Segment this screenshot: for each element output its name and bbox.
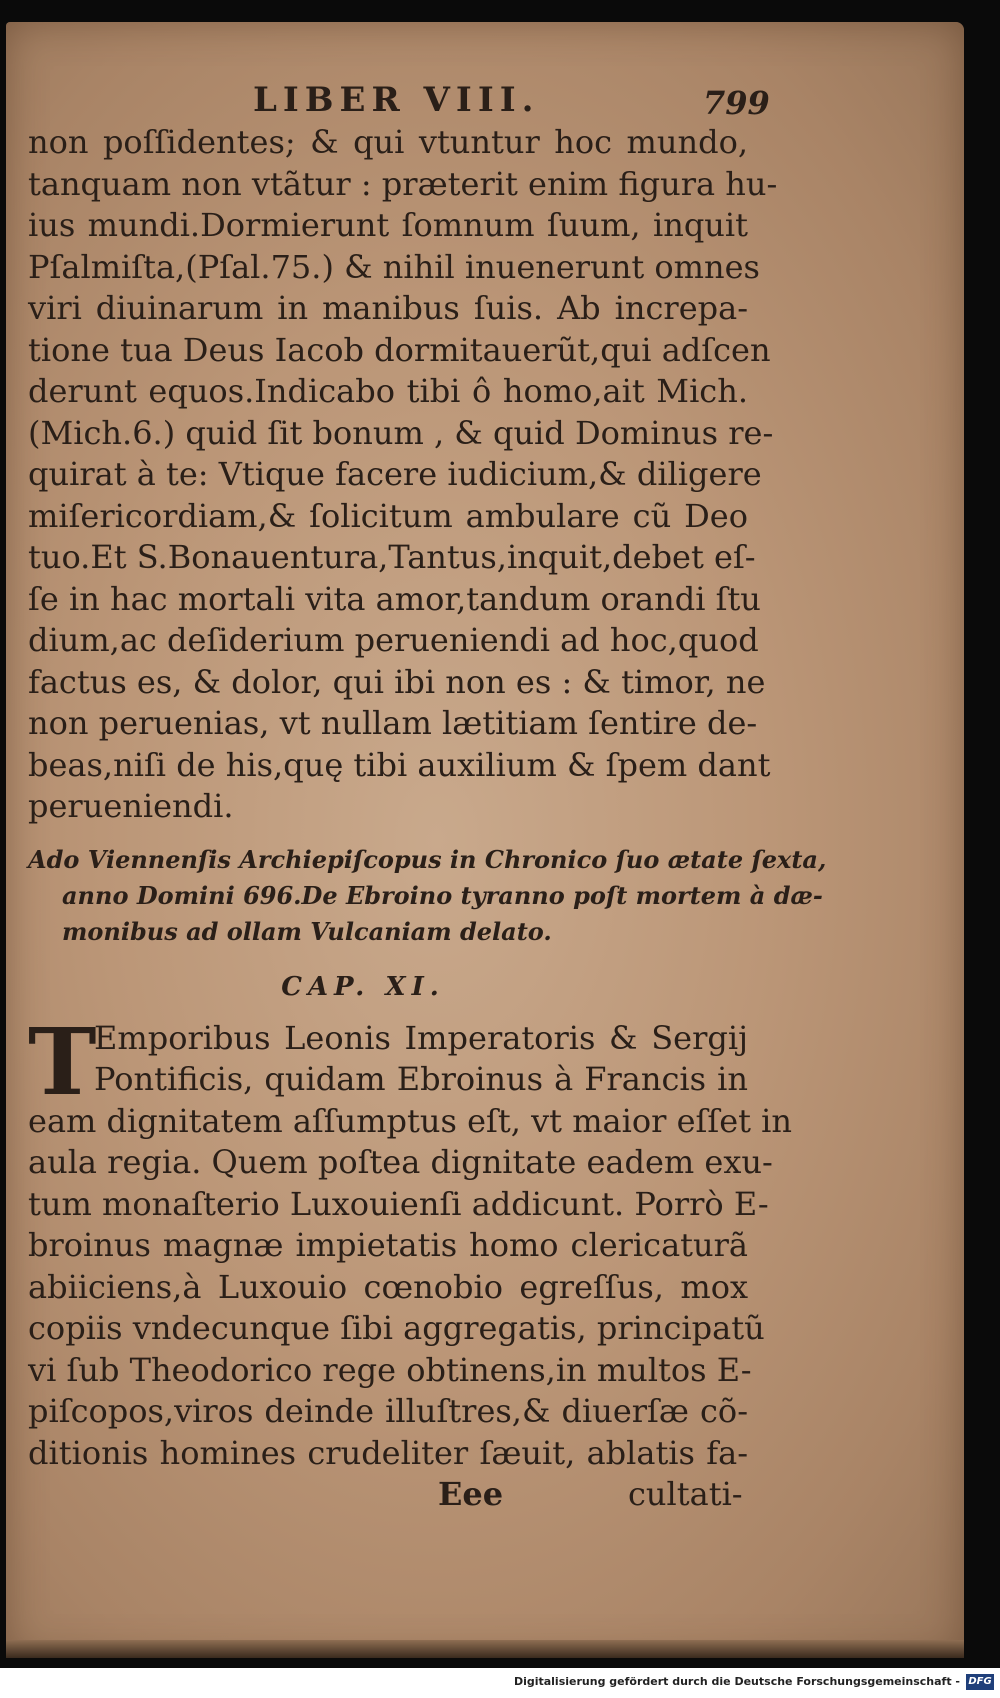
running-head bbox=[28, 68, 770, 122]
text-line: factus es, & dolor, qui ibi non es : & timor, ne bbox=[28, 662, 766, 701]
text-line: ſe in hac mortali vita amor,tandum orandi ſtu bbox=[28, 579, 761, 618]
text-line: vi ſub Theodorico rege obtinens,in multos E- bbox=[28, 1350, 752, 1389]
text-line: tanquam non vtãtur : præterit enim figura hu- bbox=[28, 164, 778, 203]
text-line: broinus magnæ impietatis homo clericaturã bbox=[28, 1226, 748, 1264]
heading-line: anno Domini 696.De Ebroino tyranno poſt mortem à dæ- bbox=[62, 880, 823, 910]
text-line: Pontificis, quidam Ebroinus à Francis in bbox=[94, 1060, 748, 1098]
section-heading bbox=[28, 842, 827, 950]
text-line: piſcopos,viros deinde illuſtres,& diuerſæ cõ- bbox=[28, 1392, 748, 1430]
page-text bbox=[28, 68, 827, 1516]
text-line: aula regia. Quem poſtea dignitate eadem exu- bbox=[28, 1143, 773, 1181]
text-line: miſericordiam,& ſolicitum ambulare cũ Deo bbox=[28, 496, 748, 535]
chapter-title: CAP. XI. bbox=[281, 971, 445, 1002]
page-edge bbox=[6, 1640, 964, 1658]
paragraph-1 bbox=[28, 122, 778, 828]
text-line: tuo.Et S.Bonauentura,Tantus,inquit,debet eſ- bbox=[28, 538, 756, 576]
text-line: non peruenias, vt nullam lætitiam ſentire de- bbox=[28, 704, 758, 742]
footer-credit: Digitalisierung gefördert durch die Deutsche Forschungsgemeinschaft - bbox=[513, 1675, 960, 1688]
text-line: dium,ac deſiderium perueniendi ad hoc,quod bbox=[28, 621, 759, 659]
text-line: (Mich.6.) quid ſit bonum , & quid Dominus re- bbox=[28, 413, 774, 452]
text-line: Pſalmiſta,(Pſal.75.) & nihil inuenerunt omnes bbox=[28, 247, 760, 286]
text-line: non poſſidentes; & qui vtuntur hoc mundo, bbox=[28, 123, 748, 161]
heading-line: monibus ad ollam Vulcaniam delato. bbox=[62, 916, 552, 946]
text-line: perueniendi. bbox=[28, 787, 234, 825]
text-line: copiis vndecunque ſibi aggregatis, principatũ bbox=[28, 1309, 765, 1347]
page-number: 799 bbox=[703, 84, 770, 122]
text-line: tione tua Deus Iacob dormitauerũt,qui adſcen bbox=[28, 330, 771, 369]
text-line: eam dignitatem aſſumptus eſt, vt maior eſſet in bbox=[28, 1101, 793, 1140]
drop-cap: T bbox=[28, 1007, 97, 1116]
text-line: derunt equos.Indicabo tibi ô homo,ait Mich. bbox=[28, 372, 748, 410]
text-line: ditionis homines crudeliter ſæuit, ablatis fa- bbox=[28, 1433, 748, 1472]
signature-mark: Eee bbox=[438, 1475, 504, 1513]
running-title: LIBER VIII. bbox=[253, 80, 540, 120]
text-line: viri diuinarum in manibus ſuis. Ab increpa- bbox=[28, 289, 748, 327]
text-line: abiiciens,à Luxouio cœnobio egreſſus, mox bbox=[28, 1267, 748, 1306]
heading-line: Ado Viennenſis Archiepiſcopus in Chronico ſuo ætate ſexta, bbox=[28, 844, 827, 874]
dfg-logo: DFG bbox=[966, 1674, 994, 1690]
text-line: quirat à te: Vtique facere iudicium,& diligere bbox=[28, 455, 762, 493]
catchline bbox=[28, 1474, 758, 1516]
text-line: Emporibus Leonis Imperatoris & Sergij bbox=[94, 1018, 748, 1057]
text-line: ius mundi.Dormierunt ſomnum ſuum, inquit bbox=[28, 206, 748, 244]
paragraph-2 bbox=[28, 1007, 793, 1475]
digitization-footer bbox=[0, 1668, 1000, 1698]
text-line: tum monaſterio Luxouienſi addicunt. Porrò E- bbox=[28, 1184, 769, 1223]
text-line: beas,niſi de his,quę tibi auxilium & ſpem dant bbox=[28, 745, 771, 784]
catchword: cultati- bbox=[628, 1475, 743, 1513]
